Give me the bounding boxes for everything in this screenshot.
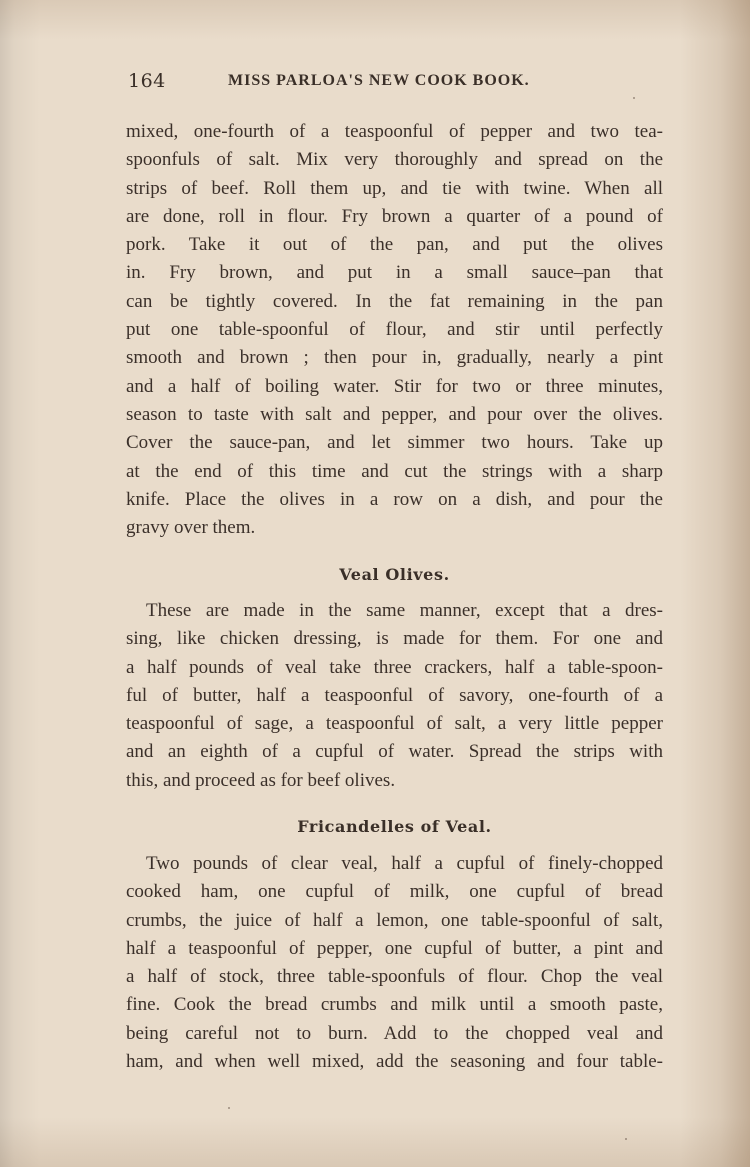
veal-olives-text	[126, 597, 663, 795]
paper-speck	[633, 97, 635, 99]
text-line: pork. Take it out of the pan, and put the olives	[126, 234, 663, 256]
text-line: mixed, one-fourth of a teaspoonful of pepper and two tea-	[126, 121, 663, 142]
text-line: strips of beef. Roll them up, and tie with twine. When all	[126, 177, 663, 199]
text-line: teaspoonful of sage, a teaspoonful of salt, a very little pepper	[126, 713, 663, 735]
text-line: put one table-spoonful of flour, and stir until perfectly	[126, 319, 663, 341]
text-line: smooth and brown ; then pour in, gradually, nearly a pint	[126, 347, 663, 369]
text-line: a half of stock, three table-spoonfuls of flour. Chop the veal	[126, 966, 663, 988]
text-line: and an eighth of a cupful of water. Spread the strips with	[126, 741, 663, 763]
text-line: spoonfuls of salt. Mix very thoroughly and spread on the	[126, 149, 663, 171]
text-line: season to taste with salt and pepper, and pour over the olives.	[126, 403, 663, 425]
text-line: knife. Place the olives in a row on a dish, and pour the	[126, 488, 663, 510]
text-line: in. Fry brown, and put in a small sauce‒pan that	[126, 262, 663, 284]
text-line: are done, roll in flour. Fry brown a quarter of a pound of	[126, 205, 663, 227]
section-heading-fricandelles: Fricandelles of Veal.	[297, 817, 492, 836]
text-line: half a teaspoonful of pepper, one cupful of butter, a pint and	[126, 937, 663, 959]
text-line: These are made in the same manner, except that a dres-	[146, 600, 663, 621]
text-line: Cover the sauce-pan, and let simmer two hours. Take up	[126, 432, 663, 454]
text-line: can be tightly covered. In the fat remaining in the pan	[126, 290, 663, 312]
text-line: and a half of boiling water. Stir for two or three minutes,	[126, 375, 663, 397]
text-line: fine. Cook the bread crumbs and milk until a smooth paste,	[126, 994, 663, 1016]
page-header	[128, 70, 662, 100]
section-heading-veal-olives: Veal Olives.	[339, 565, 450, 584]
fricandelles-text	[126, 850, 663, 1076]
text-line: this, and proceed as for beef olives.	[126, 769, 396, 791]
text-line: ful of butter, half a teaspoonful of savory, one-fourth of a	[126, 684, 663, 706]
text-line: a half pounds of veal take three crackers, half a table-spoon-	[126, 656, 663, 678]
text-line: sing, like chicken dressing, is made for them. For one and	[126, 628, 663, 650]
running-head: MISS PARLOA'S NEW COOK BOOK.	[228, 72, 530, 89]
text-line: crumbs, the juice of half a lemon, one table-spoonful of salt,	[126, 909, 663, 931]
paper-speck	[228, 1107, 230, 1109]
text-line: gravy over them.	[126, 517, 256, 539]
text-line: cooked ham, one cupful of milk, one cupful of bread	[126, 881, 663, 903]
text-line: at the end of this time and cut the strings with a sharp	[126, 460, 663, 482]
paper-speck	[625, 1138, 627, 1140]
continued-recipe-text	[126, 118, 663, 542]
text-line: ham, and when well mixed, add the seasoning and four table-	[126, 1051, 663, 1073]
page-number: 164	[128, 70, 166, 92]
text-line: Two pounds of clear veal, half a cupful of finely-chopped	[146, 853, 663, 874]
text-line: being careful not to burn. Add to the chopped veal and	[126, 1022, 663, 1044]
